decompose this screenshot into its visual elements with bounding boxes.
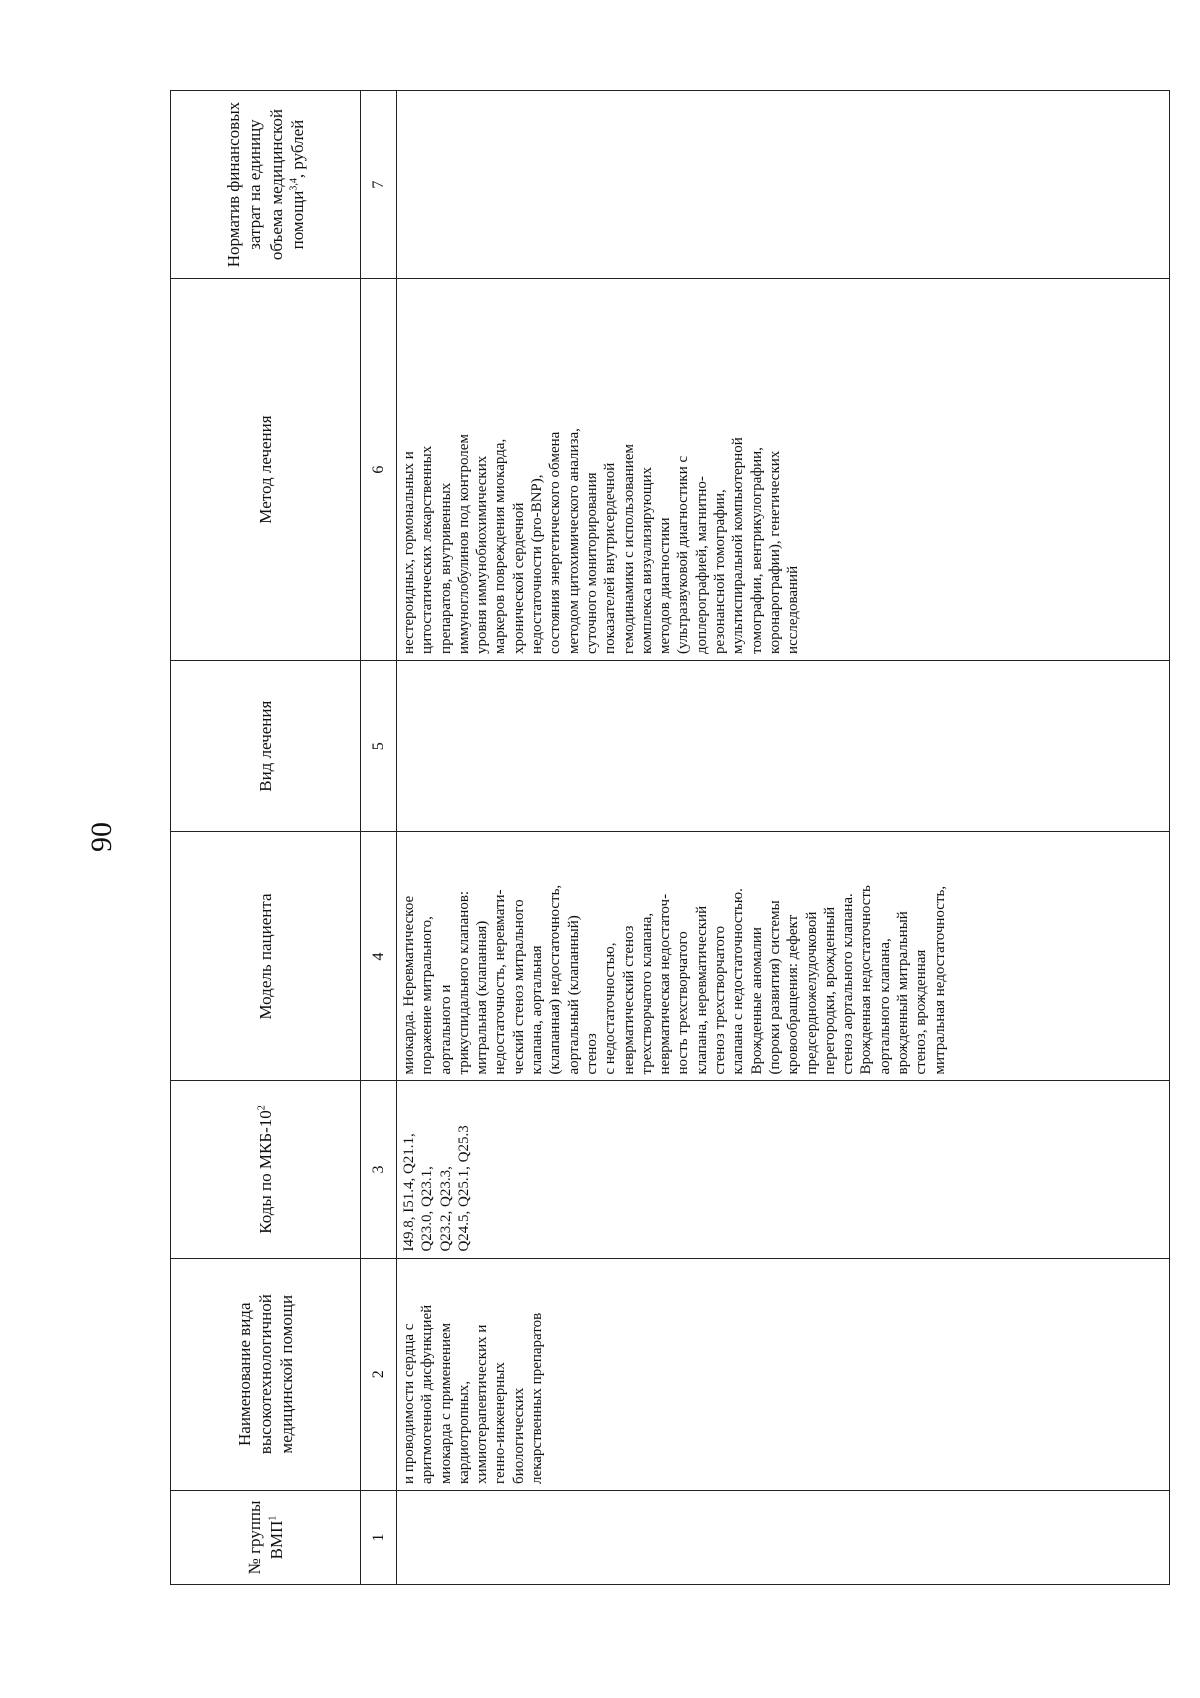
header-model: Модель пациента <box>171 832 361 1081</box>
header-codes: Коды по МКБ-$10^2$ <box>171 1081 361 1258</box>
column-number: 6 <box>361 279 397 661</box>
header-method: Метод лечения <box>171 279 361 661</box>
column-number: 4 <box>361 832 397 1081</box>
column-number: 1 <box>361 1490 397 1584</box>
column-number-row <box>361 91 397 1585</box>
column-number: 7 <box>361 91 397 279</box>
column-number: 2 <box>361 1258 397 1490</box>
header-type: Вид лечения <box>171 660 361 832</box>
cell-norm <box>397 91 1170 279</box>
vmp-table <box>170 90 1170 1585</box>
header-name: Наименование вида высокотехнологичной медицинской помощи <box>171 1258 361 1490</box>
rotated-table-wrapper <box>170 90 1170 1585</box>
header-group: № группы ВМП$^1$ <box>171 1490 361 1584</box>
cell-group <box>397 1490 1170 1584</box>
page-number: 90 <box>85 822 118 852</box>
column-number: 3 <box>361 1081 397 1258</box>
cell-method: нестероидных, гормональных и цитостатических лекарственных препаратов, внутривенных иммуноглобулинов под контролем уровня иммунобиохимических маркеров повреждения миокарда, хронической сердечной недостаточности (pro-BNP), состояния энергетического обмена методом цитохимического анализа, суточного мониторирования показателей внутрисердечной гемодинамики с использованием комплекса визуализирующих методов диагностики (ультразвуковой диагностики с доплерографией, магнитно- резонансной томографии, мультиспиральной компьютерной томографии, вентрикулографии, коронарографии), генетических исследований <box>397 279 1170 661</box>
column-number: 5 <box>361 660 397 832</box>
header-norm: Норматив финансовых затрат на единицу объема медицинской помощи$^{3,4}$, рублей <box>171 91 361 279</box>
cell-type <box>397 660 1170 832</box>
header-row <box>171 91 361 1585</box>
cell-name: и проводимости сердца с аритмогенной дисфункцией миокарда с применением кардиотропных, химиотерапевтических и генно-инженерных биологических лекарственных препаратов <box>397 1258 1170 1490</box>
cell-codes: I49.8, I51.4, Q21.1, Q23.0, Q23.1, Q23.2, Q23.3, Q24.5, Q25.1, Q25.3 <box>397 1081 1170 1258</box>
cell-model: миокарда. Неревматическое поражение митрального, аортального и трикуспидального клапанов: митральная (клапанная) недостаточность, неревмати- ческий стеноз митрального клапана, аортальная (клапанная) недостаточность, аортальный (клапанный) стеноз с недостаточностью, неврматический стеноз трехстворчатого клапана, неврматическая недостаточ- ность трехстворчатого клапана, неревматический стеноз трехстворчатого клапана с недостаточностью. Врожденные аномалии (пороки развития) системы кровообращения: дефект предсердножелудочковой перегородки, врожденный стеноз аортального клапана. Врожденная недостаточность аортального клапана, врожденный митральный стеноз, врожденная митральная недостаточность, <box>397 832 1170 1081</box>
table-row <box>397 91 1170 1585</box>
